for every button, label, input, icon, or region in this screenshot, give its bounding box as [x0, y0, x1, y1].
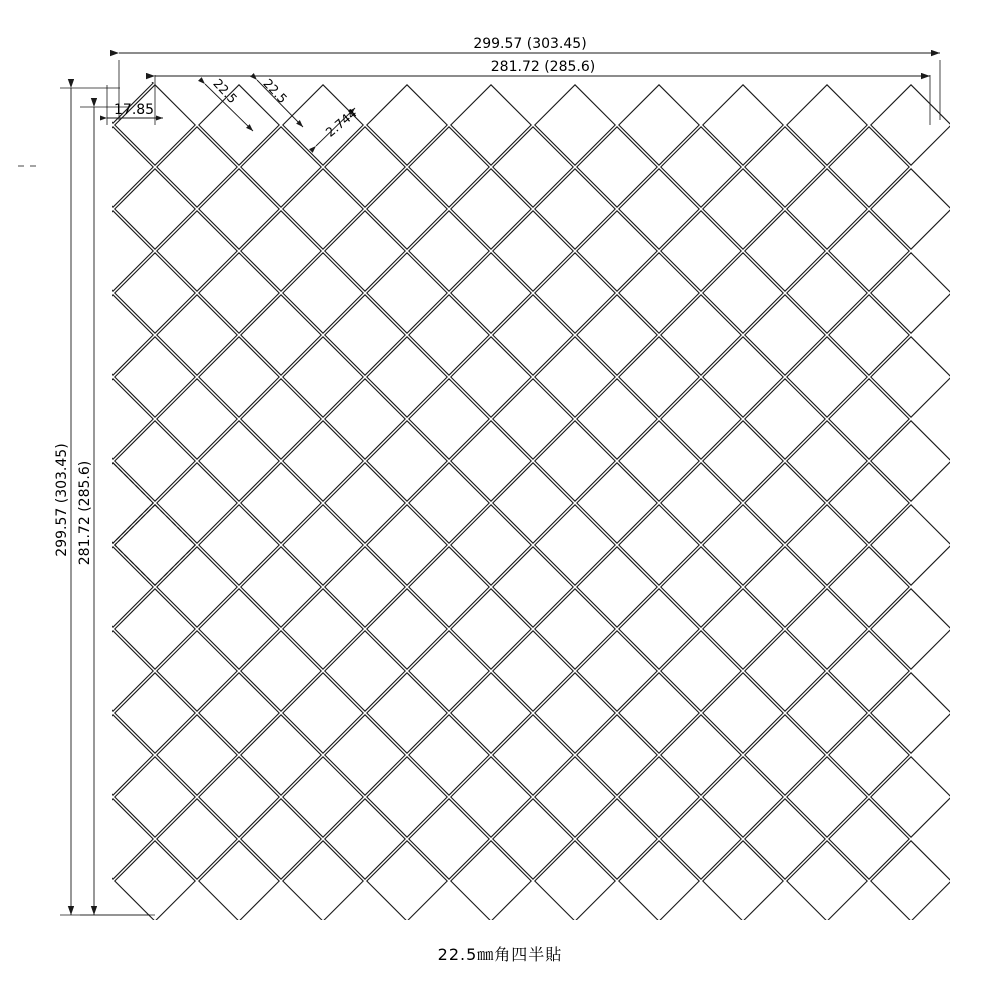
tile-diamond — [157, 127, 237, 207]
tile-diamond — [451, 757, 531, 837]
tile-diamond — [157, 463, 237, 543]
tile-diamond — [367, 169, 447, 249]
tile-diamond — [199, 841, 279, 921]
tile-diamond — [703, 169, 783, 249]
tile-diamond — [577, 463, 657, 543]
tile-diamond — [451, 169, 531, 249]
tile-diamond — [829, 127, 909, 207]
dim-tile-a-label: 22.5 — [210, 75, 241, 107]
tile-diamond — [367, 757, 447, 837]
tile-diamond — [787, 85, 867, 165]
tile-diamond — [829, 631, 909, 711]
tile-diamond — [787, 673, 867, 753]
tile-diamond — [157, 715, 237, 795]
tile-grid — [73, 43, 951, 921]
tile-diamond — [451, 673, 531, 753]
tile-diamond — [493, 715, 573, 795]
tile-diamond — [787, 589, 867, 669]
tile-diamond — [535, 757, 615, 837]
tile-diamond — [241, 211, 321, 291]
tile-diamond — [829, 715, 909, 795]
tile-diamond — [619, 253, 699, 333]
tile-diamond — [409, 631, 489, 711]
tile-diamond-edge — [73, 211, 153, 291]
tile-diamond — [115, 757, 195, 837]
tile-diamond — [619, 841, 699, 921]
tile-diamond — [409, 799, 489, 879]
tile-diamond — [325, 211, 405, 291]
tile-diamond — [367, 589, 447, 669]
tile-diamond — [745, 547, 825, 627]
tile-diamond — [451, 505, 531, 585]
tile-diamond-edge — [73, 631, 153, 711]
dim-joint-label: 2.744 — [322, 105, 360, 140]
tile-diamond — [199, 253, 279, 333]
drawing-caption: 22.5㎜角四半貼 — [437, 945, 563, 964]
tile-diamond-edge — [73, 715, 153, 795]
tile-diamond — [241, 127, 321, 207]
tile-diamond — [283, 589, 363, 669]
tile-diamond — [745, 295, 825, 375]
tile-diamond — [703, 253, 783, 333]
tile-diamond — [829, 295, 909, 375]
tile-diamond — [703, 337, 783, 417]
tile-diamond — [199, 169, 279, 249]
tile-diamond — [115, 337, 195, 417]
tile-diamond — [619, 421, 699, 501]
tile-diamond — [325, 379, 405, 459]
tile-diamond — [619, 337, 699, 417]
tile-diamond — [199, 589, 279, 669]
tile-diamond — [619, 85, 699, 165]
tile-diamond — [199, 673, 279, 753]
tile-diamond — [619, 589, 699, 669]
tile-diamond — [871, 421, 951, 501]
tile-diamond — [871, 337, 951, 417]
tile-diamond — [703, 673, 783, 753]
tile-diamond — [115, 589, 195, 669]
tile-diamond — [703, 841, 783, 921]
tile-diamond — [241, 799, 321, 879]
tile-diamond-dashed — [115, 505, 195, 585]
tile-diamond — [157, 631, 237, 711]
tile-diamond — [157, 547, 237, 627]
tile-diamond — [367, 85, 447, 165]
tile-diamond — [367, 841, 447, 921]
tile-diamond — [409, 295, 489, 375]
tile-diamond — [115, 253, 195, 333]
tile-diamond — [535, 337, 615, 417]
tile-diamond — [787, 757, 867, 837]
tile-diamond-edge — [73, 295, 153, 375]
tile-diamond — [241, 631, 321, 711]
tile-diamond — [157, 379, 237, 459]
tile-diamond — [325, 295, 405, 375]
tile-diamond — [325, 799, 405, 879]
tile-diamond — [787, 505, 867, 585]
tile-diamond — [409, 379, 489, 459]
tile-diamond — [577, 547, 657, 627]
tile-diamond — [787, 337, 867, 417]
tile-diamond — [829, 211, 909, 291]
tile-diamond — [871, 757, 951, 837]
tile-diamond — [199, 421, 279, 501]
tile-diamond — [577, 211, 657, 291]
tile-diamond — [535, 841, 615, 921]
tile-diamond — [745, 211, 825, 291]
tile-diamond — [871, 85, 951, 165]
tile-diamond — [745, 799, 825, 879]
tile-diamond — [367, 673, 447, 753]
tile-diamond — [745, 463, 825, 543]
tile-diamond — [493, 295, 573, 375]
tile-diamond — [871, 505, 951, 585]
tile-diamond — [577, 715, 657, 795]
tile-diamond — [577, 631, 657, 711]
tile-diamond — [661, 547, 741, 627]
tile-diamond — [283, 757, 363, 837]
dim-top-inner-label: 281.72 (285.6) — [490, 59, 596, 75]
tile-diamond — [787, 253, 867, 333]
tile-diamond — [829, 379, 909, 459]
tile-diamond — [283, 253, 363, 333]
tile-diamond — [451, 337, 531, 417]
dim-offset-label: 17.85 — [114, 102, 155, 118]
tile-diamond — [703, 505, 783, 585]
tile-diamond — [409, 547, 489, 627]
tile-diamond — [241, 295, 321, 375]
dim-left-inner-label: 281.72 (285.6) — [77, 460, 93, 566]
tile-diamond — [367, 337, 447, 417]
dimension-texts — [54, 36, 595, 565]
tile-diamond — [493, 211, 573, 291]
tile-diamond — [745, 715, 825, 795]
tile-diamond — [157, 799, 237, 879]
tile-diamond — [451, 589, 531, 669]
tile-diamond — [745, 379, 825, 459]
tile-diamond — [745, 631, 825, 711]
tile-diamond-edge — [73, 127, 153, 207]
tile-diamond — [871, 673, 951, 753]
tile-diamond — [493, 799, 573, 879]
tile-diamond — [745, 127, 825, 207]
tile-diamond — [787, 421, 867, 501]
dim-tile-b-label: 22.5 — [260, 75, 291, 107]
tile-diamond — [577, 295, 657, 375]
tile-diamond — [787, 169, 867, 249]
tile-diamond — [409, 127, 489, 207]
tile-diamond — [577, 379, 657, 459]
tile-diamond — [325, 547, 405, 627]
dim-top-outer-label: 299.57 (303.45) — [473, 36, 587, 52]
tile-diamond — [283, 673, 363, 753]
tile-diamond — [325, 631, 405, 711]
dimension-lines — [60, 53, 940, 915]
dim-left-outer-label: 299.57 (303.45) — [54, 443, 70, 557]
tile-diamond — [829, 463, 909, 543]
tile-diamond — [283, 169, 363, 249]
tile-diamond — [157, 295, 237, 375]
tile-diamond — [871, 169, 951, 249]
tile-diamond — [325, 715, 405, 795]
tile-diamond — [535, 169, 615, 249]
tile-diamond — [535, 85, 615, 165]
tile-diamond — [661, 799, 741, 879]
tile-diamond — [199, 757, 279, 837]
tile-diamond — [661, 715, 741, 795]
tile-diamond — [451, 841, 531, 921]
tile-diamond — [535, 505, 615, 585]
tile-diamond — [871, 253, 951, 333]
tile-diamond — [619, 673, 699, 753]
tile-diamond — [493, 631, 573, 711]
tile-diamond — [703, 421, 783, 501]
tile-diamond — [829, 799, 909, 879]
tile-diamond — [703, 757, 783, 837]
tile-diamond — [619, 169, 699, 249]
tile-diamond — [367, 253, 447, 333]
tile-diamond — [409, 211, 489, 291]
tile-diamond — [535, 421, 615, 501]
tile-diamond — [409, 715, 489, 795]
tile-diamond — [451, 253, 531, 333]
tile-diamond — [829, 547, 909, 627]
tile-diamond — [871, 589, 951, 669]
tile-diamond — [787, 841, 867, 921]
tile-diamond — [493, 463, 573, 543]
tile-diamond — [283, 421, 363, 501]
tile-diamond — [661, 295, 741, 375]
tile-diamond — [661, 127, 741, 207]
tile-diamond — [493, 379, 573, 459]
tile-diamond — [157, 211, 237, 291]
tile-diamond — [325, 127, 405, 207]
tile-diamond — [283, 841, 363, 921]
tile-diamond — [703, 589, 783, 669]
tile-diamond — [325, 463, 405, 543]
tile-diamond — [199, 337, 279, 417]
tile-diamond — [367, 505, 447, 585]
tile-diamond — [241, 547, 321, 627]
tile-diamond — [241, 463, 321, 543]
tile-diamond — [451, 421, 531, 501]
tile-diamond — [535, 673, 615, 753]
tile-diamond-edge — [73, 379, 153, 459]
tile-diamond — [115, 505, 195, 585]
tile-diamond — [577, 799, 657, 879]
tile-diamond — [535, 253, 615, 333]
tile-diamond — [619, 505, 699, 585]
tile-diamond — [619, 757, 699, 837]
tile-diamond — [535, 589, 615, 669]
tile-diamond — [115, 841, 195, 921]
tile-diamond — [703, 85, 783, 165]
tile-diamond — [871, 841, 951, 921]
tile-diamond — [661, 463, 741, 543]
tile-diamond — [493, 547, 573, 627]
tile-diamond — [283, 337, 363, 417]
tile-diamond — [661, 379, 741, 459]
tile-diamond — [661, 631, 741, 711]
tile-diamond — [661, 211, 741, 291]
tile-diamond — [115, 673, 195, 753]
tile-diamond — [241, 379, 321, 459]
tile-diamond — [115, 421, 195, 501]
tile-diamond — [577, 127, 657, 207]
tile-diamond — [409, 463, 489, 543]
tile-diamond — [451, 85, 531, 165]
tile-diamond — [241, 715, 321, 795]
tile-diamond — [493, 127, 573, 207]
tile-diamond — [367, 421, 447, 501]
tile-diamond — [283, 505, 363, 585]
tile-diamond-edge — [73, 799, 153, 879]
tile-diamond — [199, 505, 279, 585]
tile-diamond — [115, 169, 195, 249]
tile-diamond — [283, 85, 363, 165]
